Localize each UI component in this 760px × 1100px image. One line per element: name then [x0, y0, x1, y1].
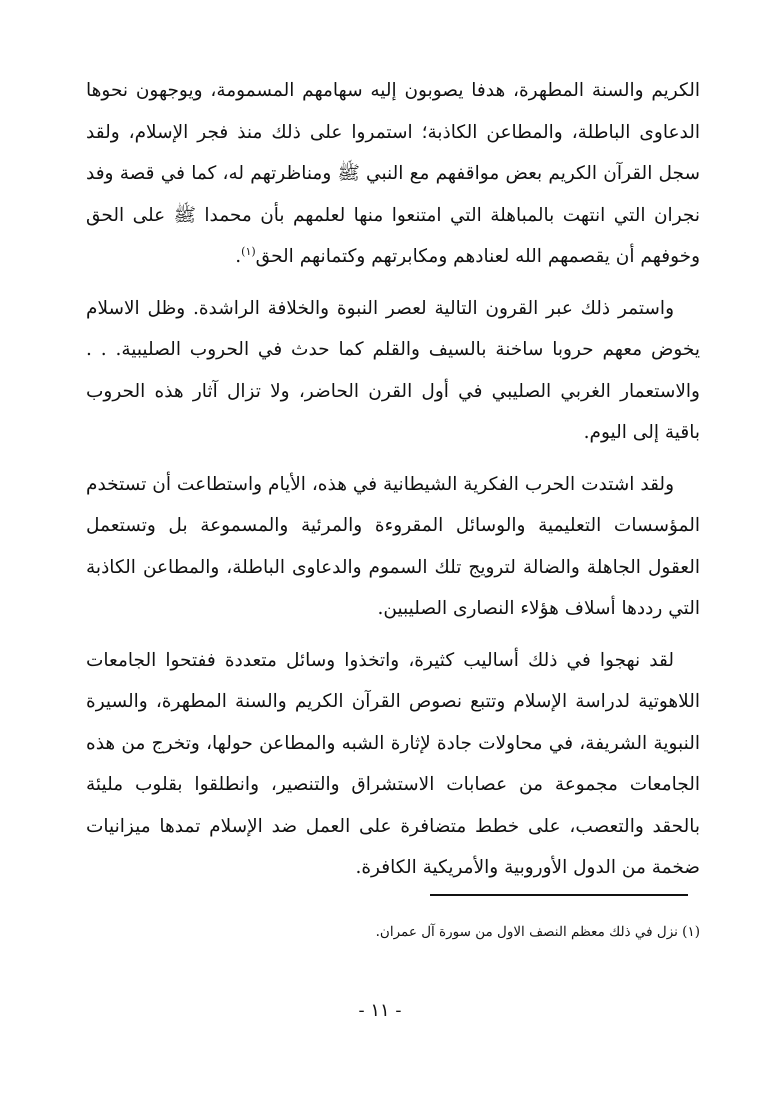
paragraph-3: ولقد اشتدت الحرب الفكرية الشيطانية في هذه، الأيام واستطاعت أن تستخدم المؤسسات التعليمية والوسائل المقروءة والمرئية والمسموعة بل وتستعمل العقول الجاهلة والضالة لترويج تلك السموم والدعاوى الباطلة، والمطاعن الكاذبة التي رددها أسلاف هؤلاء النصارى الصليبين. — [86, 473, 700, 619]
paragraph-4: لقد نهجوا في ذلك أساليب كثيرة، واتخذوا وسائل متعددة ففتحوا الجامعات اللاهوتية لدراسة الإسلام وتتبع نصوص القرآن الكريم والسنة المطهرة، والسيرة النبوية الشريفة، في محاولات جادة لإثارة الشبه والمطاعن حولها، وتخرج من هذه الجامعات مجموعة من عصابات الاستشراق والتنصير، وانطلقوا بقلوب مليئة بالحقد والتعصب، على خطط متضافرة على العمل ضد الإسلام تمدها ميزانيات ضخمة من الدول الأوروبية والأمريكية الكافرة. — [86, 649, 700, 878]
footnote-divider — [430, 894, 688, 896]
paragraph-1-end: . — [235, 246, 242, 267]
paragraph-1-text: الكريم والسنة المطهرة، هدفا يصوبون إليه سهامهم المسمومة، ويوجهون نحوها الدعاوى الباطلة، والمطاعن الكاذبة؛ استمروا على ذلك منذ فجر الإسلام، ولقد سجل القرآن الكريم بعض مواقفهم مع النبي ﷺ ومناظرتهم له، كما في قصة وفد نجران التي انتهت بالمباهلة التي امتنعوا منها لعلمهم بأن محمدا ﷺ على الحق وخوفهم أن يقصمهم الله لعنادهم ومكابرتهم وكتمانهم الحق — [86, 80, 700, 267]
body-text — [86, 70, 700, 899]
footnote-text: (١) نزل في ذلك معظم النصف الاول من سورة آل عمران. — [375, 924, 700, 940]
footnote-reference: (١) — [241, 244, 256, 258]
paragraph-1 — [86, 70, 700, 278]
page-number: - ١١ - — [358, 1000, 402, 1021]
paragraph-2: واستمر ذلك عبر القرون التالية لعصر النبوة والخلافة الراشدة. وظل الاسلام يخوض معهم حروبا ساخنة بالسيف والقلم كما حدث في الحروب الصليبية. . . والاستعمار الغربي الصليبي في أول القرن الحاضر، ولا تزال آثار هذه الحروب باقية إلى اليوم. — [86, 297, 700, 443]
